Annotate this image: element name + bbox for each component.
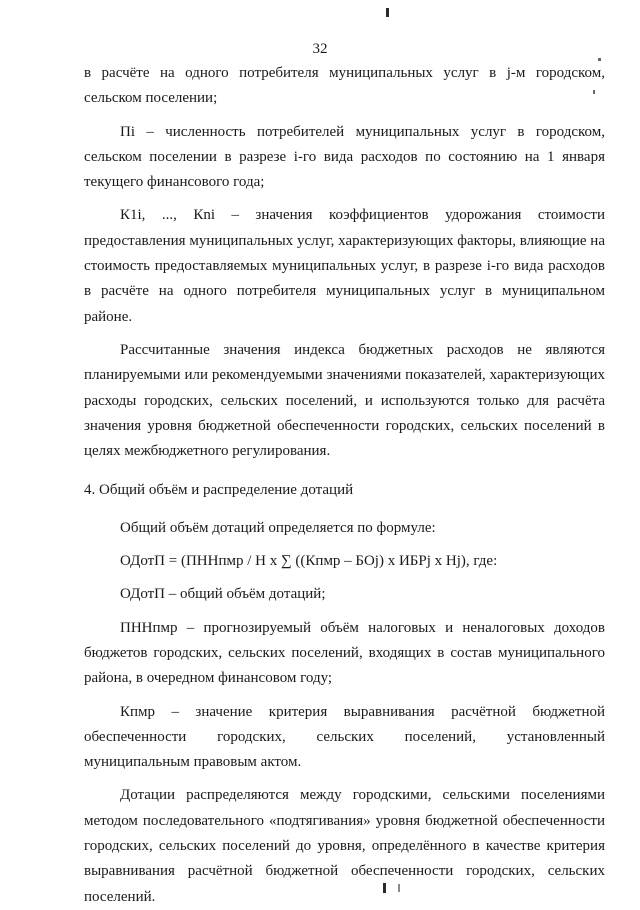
document-body (84, 61, 605, 910)
page-number: 32 (312, 41, 328, 57)
paragraph-kpmr-definition: Кпмр – значение критерия выравнивания расчётной бюджетной обеспеченности городских, сельских поселений, установленный муниципальным правовым актом. (84, 703, 605, 771)
scan-mark-top (386, 8, 389, 17)
paragraph-index-note: Рассчитанные значения индекса бюджетных расходов не являются планируемыми или рекомендуемыми значениями показателей, характеризующих расходы городских, сельских поселений, и используются только для расчёта значения уровня бюджетной обеспеченности городских, сельских поселений в целях межбюджетного регулирования. (84, 341, 605, 460)
formula: ОДотП = (ПННпмр / Н х ∑ ((Кпмр – БОj) х ИБРj х Нj), где: (120, 553, 498, 570)
paragraph-pi-definition: Пi – численность потребителей муниципальных услуг в городском, сельском поселении в разрезе i-го вида расходов по состоянию на 1 января текущего финансового года; (84, 123, 605, 191)
paragraph-continuation: в расчёте на одного потребителя муниципальных услуг в j-м городском, сельском поселении; (84, 65, 605, 107)
paragraph-odotp-definition: ОДотП – общий объём дотаций; (120, 586, 326, 603)
paragraph-distribution: Дотации распределяются между городскими, сельскими поселениями методом последовательного «подтягивания» уровня бюджетной обеспеченности городских, сельских поселений до уровня, определённого в качестве критерия выравнивания расчётной бюджетной обеспеченности городских, сельских поселений. (84, 787, 605, 905)
paragraph-k-coefficients: К1i, ..., Кni – значения коэффициентов удорожания стоимости предоставления муниципальных услуг, характеризующих факторы, влияющие на стоимость предоставляемых муниципальных услуг, в разрезе i-го вида расходов в расчёте на одного потребителя муниципальных услуг в муниципальном районе. (84, 207, 605, 325)
paragraph-formula-intro: Общий объём дотаций определяется по формуле: (120, 519, 436, 536)
paragraph-pnn-definition: ПННпмр – прогнозируемый объём налоговых и неналоговых доходов бюджетов городских, сельских поселений, входящих в состав муниципального района, в очередном финансовом году; (84, 619, 605, 687)
section-heading: 4. Общий объём и распределение дотаций (84, 482, 354, 499)
